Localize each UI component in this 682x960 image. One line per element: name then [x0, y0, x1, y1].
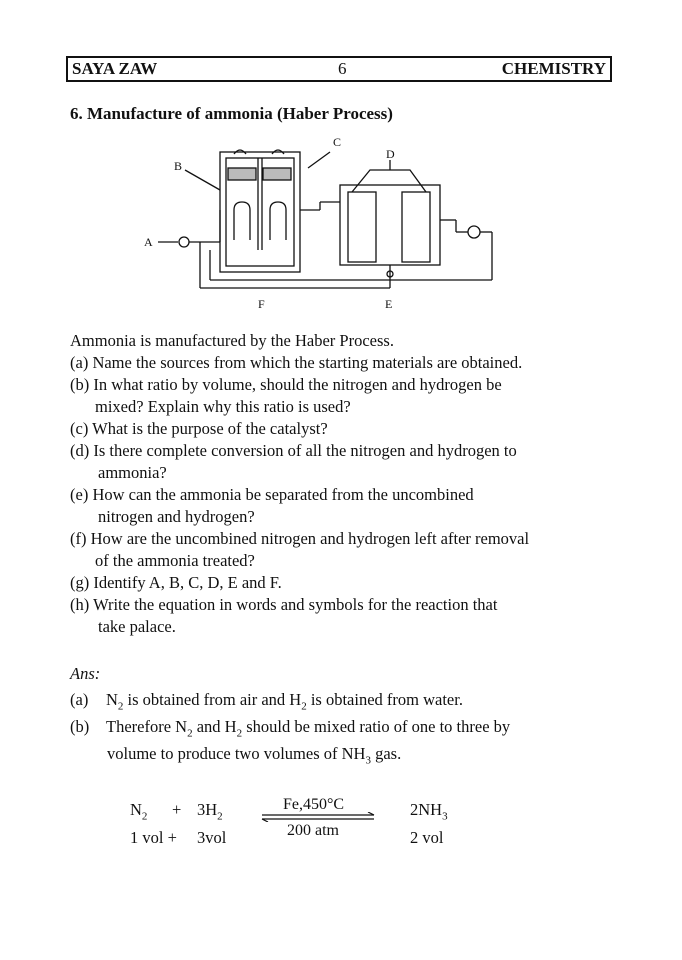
answer-b-line2-sub: 3	[365, 754, 371, 767]
answer-b-sub-1: 2	[187, 727, 193, 740]
answer-b-sub-2: 2	[236, 727, 243, 740]
question-block	[70, 330, 630, 638]
question-h-line2: take palace.	[98, 617, 176, 636]
question-b-line1: (b) In what ratio by volume, should the nitrogen and hydrogen be	[70, 375, 502, 394]
equation-plus: +	[172, 800, 182, 819]
equation-h2-sub: 2	[217, 810, 223, 823]
page-number: 6	[338, 59, 347, 78]
answer-a-sub-2: 2	[301, 700, 307, 713]
equation-n2-symbol: N	[130, 800, 142, 819]
question-e-line2: nitrogen and hydrogen?	[98, 507, 255, 526]
question-e-line1: (e) How can the ammonia be separated from the uncombined	[70, 485, 474, 504]
answer-b-line2-text-2: gas.	[370, 744, 402, 763]
question-f-line2: of the ammonia treated?	[95, 551, 255, 570]
section-title: 6. Manufacture of ammonia (Haber Process)	[70, 104, 393, 123]
answer-b-line1	[70, 717, 615, 739]
author-name: SAYA ZAW	[72, 59, 158, 78]
question-c: (c) What is the purpose of the catalyst?	[70, 419, 328, 438]
volume-right: 2 vol	[410, 828, 444, 847]
equation-h2-symbol: 3H	[197, 800, 218, 819]
answer-b-label: (b)	[70, 717, 90, 736]
equation-nh3-sub: 3	[442, 810, 448, 823]
answer-b-text-2: and H	[192, 717, 237, 736]
question-h-line1: (h) Write the equation in words and symbols for the reaction that	[70, 595, 498, 614]
answer-heading: Ans:	[70, 664, 101, 683]
answer-b-line2	[107, 744, 401, 766]
question-d-line2: ammonia?	[98, 463, 167, 482]
answer-b-text-1: Therefore N	[106, 717, 188, 736]
equation-n2	[130, 800, 147, 822]
equation-condition-bottom: 200 atm	[287, 822, 339, 839]
answer-b-line2-text-1: volume to produce two volumes of NH	[107, 744, 366, 763]
page-header	[66, 56, 612, 82]
equation-n2-sub: 2	[141, 810, 148, 823]
answer-a-label: (a)	[70, 690, 89, 709]
diagram-label-e: E	[385, 297, 393, 311]
equation-nh3-symbol: 2NH	[410, 800, 443, 819]
equation-h2	[197, 800, 223, 822]
diagram-label-c: C	[333, 135, 342, 149]
answer-b-text-3: should be mixed ratio of one to three by	[242, 717, 511, 736]
equation-nh3	[410, 800, 448, 822]
equation-condition-top: Fe,450°C	[283, 796, 345, 813]
header-top-rule	[66, 56, 612, 58]
volume-left: 1 vol +	[130, 828, 177, 847]
diagram-label-a: A	[144, 235, 153, 249]
question-g: (g) Identify A, B, C, D, E and F.	[70, 573, 282, 592]
diagram-label-b: B	[174, 159, 183, 173]
answer-a-sub-1: 2	[117, 700, 124, 713]
question-b-line2: mixed? Explain why this ratio is used?	[95, 397, 351, 416]
subject-name: CHEMISTRY	[501, 59, 606, 78]
answer-a-text-1: N	[106, 690, 118, 709]
question-d-line1: (d) Is there complete conversion of all the nitrogen and hydrogen to	[70, 441, 517, 460]
question-intro: Ammonia is manufactured by the Haber Process.	[70, 331, 394, 350]
diagram-label-f: F	[258, 297, 265, 311]
equilibrium-arrow-icon	[258, 812, 378, 822]
question-a: (a) Name the sources from which the starting materials are obtained.	[70, 353, 523, 372]
answer-a	[70, 690, 463, 712]
volume-h2: 3vol	[197, 828, 227, 847]
answer-a-text-2: is obtained from air and H	[123, 690, 302, 709]
haber-process-diagram	[130, 130, 500, 315]
diagram-label-d: D	[386, 147, 395, 161]
question-f-line1: (f) How are the uncombined nitrogen and hydrogen left after removal	[70, 529, 530, 548]
answer-a-text-3: is obtained from water.	[306, 690, 463, 709]
